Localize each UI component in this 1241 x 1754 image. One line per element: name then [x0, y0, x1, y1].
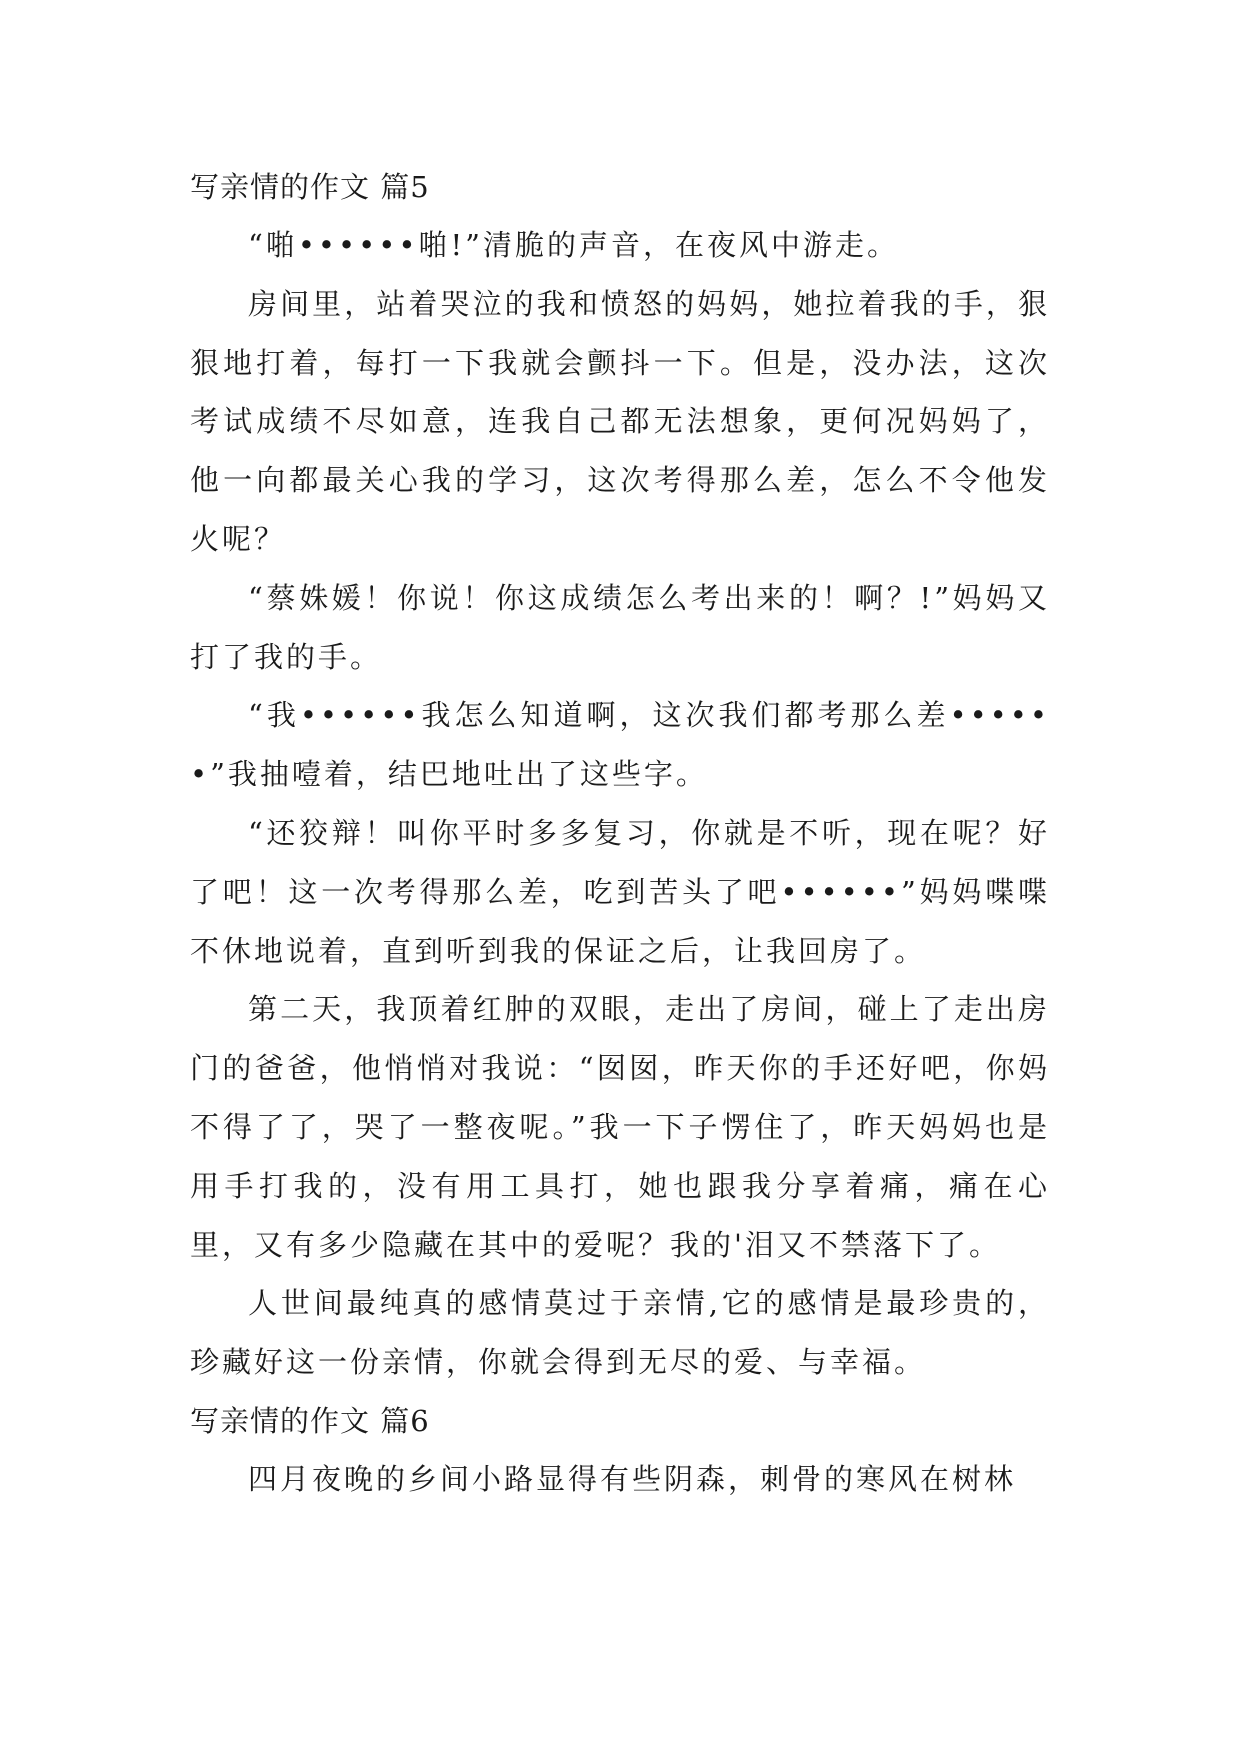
paragraph: 房间里，站着哭泣的我和愤怒的妈妈，她拉着我的手，狠狠地打着，每打一下我就会颤抖一下。但是，没办法，这次考试成绩不尽如意，连我自己都无法想象，更何况妈妈了，他一向都最关心我的学习，这次考得那么差，怎么不令他发火呢？ — [190, 286, 1050, 556]
section-heading: 写亲情的作文 篇6 — [190, 1403, 430, 1438]
paragraph: “蔡姝媛！你说！你这成绩怎么考出来的！啊？!”妈妈又打了我的手。 — [190, 580, 1050, 674]
section-heading: 写亲情的作文 篇5 — [190, 170, 430, 204]
paragraph: “啪••••••啪!”清脆的声音，在夜风中游走。 — [248, 228, 899, 262]
paragraph: “还狡辩！叫你平时多多复习，你就是不听，现在呢？好了吧！这一次考得那么差，吃到苦头了吧••••••”妈妈喋喋不休地说着，直到听到我的保证之后，让我回房了。 — [190, 815, 1050, 968]
paragraph: 四月夜晚的乡间小路显得有些阴森，刺骨的寒风在树林 — [248, 1461, 1017, 1496]
paragraph: 第二天，我顶着红肿的双眼，走出了房间，碰上了走出房门的爸爸，他悄悄对我说：“囡囡，昨天你的手还好吧，你妈不得了了，哭了一整夜呢。”我一下子愣住了，昨天妈妈也是用手打我的，没有用工具打，她也跟我分享着痛，痛在心里，又有多少隐藏在其中的爱呢？我的'泪又不禁落下了。 — [190, 992, 1050, 1262]
paragraph: “我••••••我怎么知道啊，这次我们都考那么差••••••”我抽噎着，结巴地吐出了这些字。 — [190, 698, 1050, 792]
document-page — [190, 158, 1050, 1509]
paragraph: 人世间最纯真的感情莫过于亲情,它的感情是最珍贵的，珍藏好这一份亲情，你就会得到无尽的爱、与幸福。 — [190, 1286, 1050, 1380]
